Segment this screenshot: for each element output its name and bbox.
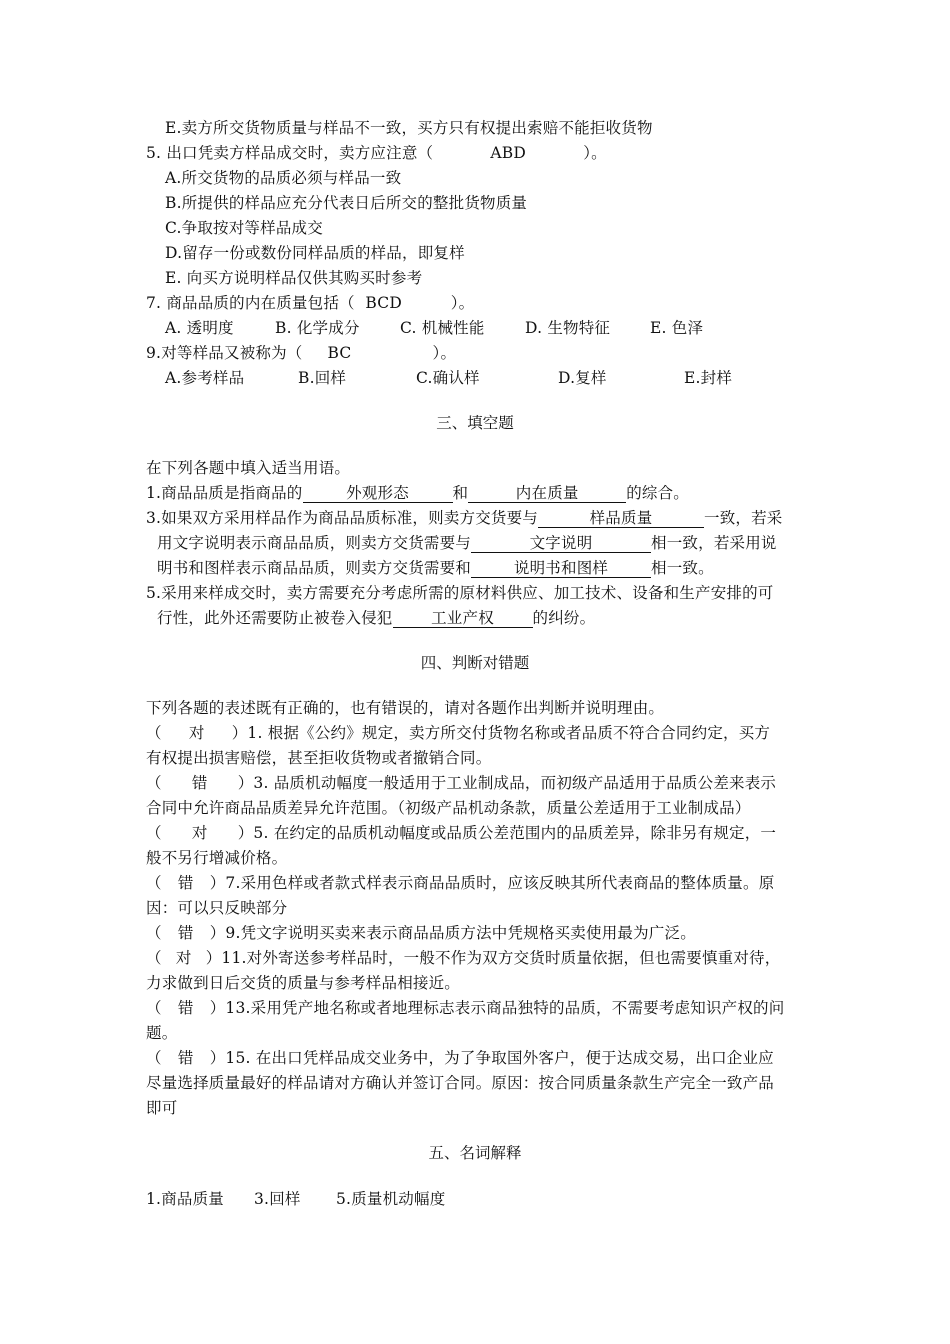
fill-question-1 bbox=[146, 482, 689, 504]
tf-answer: 错 bbox=[191, 774, 208, 792]
tf-item-1 bbox=[146, 722, 770, 744]
text: （ bbox=[146, 1049, 162, 1067]
text: （ bbox=[146, 924, 162, 942]
text: （ bbox=[146, 724, 162, 742]
q3-option-e: E.卖方所交货物质量与样品不一致，买方只有权提出索赔不能拒收货物 bbox=[165, 119, 653, 137]
tf-item-11 bbox=[146, 947, 780, 969]
text: 相一致，若采用说 bbox=[651, 534, 777, 552]
question-stem-end: ）。 bbox=[450, 294, 475, 312]
question-stem: 5. 出口凭卖方样品成交时，卖方应注意（ bbox=[146, 144, 434, 162]
term: 1.商品质量 bbox=[146, 1190, 224, 1208]
section-title: 四、判断对错题 bbox=[420, 654, 530, 672]
tf-item-13-cont: 题。 bbox=[146, 1024, 178, 1042]
text: ）3. 品质机动幅度一般适用于工业制成品，而初级产品适用于品质公差来表示 bbox=[237, 774, 777, 792]
term: 5.质量机动幅度 bbox=[336, 1190, 446, 1208]
answer: BCD bbox=[365, 294, 402, 312]
terms-row bbox=[146, 1188, 445, 1210]
text: 的综合。 bbox=[626, 484, 690, 502]
mc-option: A.所交货物的品质必须与样品一致 bbox=[165, 169, 402, 187]
text: （ bbox=[146, 999, 162, 1017]
text: ）13.采用凭产地名称或者地理标志表示商品独特的品质，不需要考虑知识产权的问 bbox=[209, 999, 785, 1017]
tf-answer: 错 bbox=[177, 924, 194, 942]
fill-question-3-cont bbox=[157, 557, 714, 579]
tf-answer: 对 bbox=[188, 724, 205, 742]
fill-blank: 文字说明 bbox=[471, 534, 651, 553]
mc-question-5 bbox=[146, 142, 607, 164]
text: ）11.对外寄送参考样品时，一般不作为双方交货时质量依据，但也需要慎重对待， bbox=[205, 949, 781, 967]
question-stem-end: ）。 bbox=[583, 144, 607, 162]
mc-option: E. 向买方说明样品仅供其购买时参考 bbox=[165, 269, 423, 287]
section-intro: 在下列各题中填入适当用语。 bbox=[146, 459, 351, 477]
fill-question-3 bbox=[146, 507, 783, 529]
tf-item-15-cont2: 即可 bbox=[146, 1099, 178, 1117]
tf-item-7 bbox=[146, 872, 774, 894]
text: 相一致。 bbox=[651, 559, 714, 577]
mc-option: C. 机械性能 bbox=[400, 319, 485, 337]
mc-option: A.参考样品 bbox=[165, 369, 245, 387]
tf-answer: 错 bbox=[177, 999, 194, 1017]
text: 用文字说明表示商品品质，则卖方交货需要与 bbox=[157, 534, 472, 552]
tf-item-11-cont: 力求做到日后交货的质量与参考样品相接近。 bbox=[146, 974, 461, 992]
tf-item-5 bbox=[146, 822, 776, 844]
mc-option: C.确认样 bbox=[416, 369, 480, 387]
mc-options-row bbox=[165, 367, 732, 389]
tf-item-9 bbox=[146, 922, 696, 944]
fill-question-5: 5.采用来样成交时，卖方需要充分考虑所需的原材料供应、加工技术、设备和生产安排的可 bbox=[146, 584, 774, 602]
tf-item-15 bbox=[146, 1047, 774, 1069]
section-intro: 下列各题的表述既有正确的，也有错误的，请对各题作出判断并说明理由。 bbox=[146, 699, 665, 717]
fill-question-5-cont bbox=[157, 607, 595, 629]
question-stem: 7. 商品品质的内在质量包括（ bbox=[146, 294, 355, 312]
tf-item-1-cont: 有权提出损害赔偿，甚至拒收货物或者撤销合同。 bbox=[146, 749, 492, 767]
text: （ bbox=[146, 774, 162, 792]
mc-option: C.争取按对等样品成交 bbox=[165, 219, 323, 237]
text: 1.商品品质是指商品的 bbox=[146, 484, 303, 502]
tf-item-13 bbox=[146, 997, 784, 1019]
fill-blank: 样品质量 bbox=[538, 509, 704, 528]
text: 明书和图样表示商品品质，则卖方交货需要和 bbox=[157, 559, 472, 577]
mc-option: B. 化学成分 bbox=[275, 319, 360, 337]
text: ）1. 根据《公约》规定，卖方所交付货物名称或者品质不符合合同约定，买方 bbox=[231, 724, 771, 742]
text: ）15. 在出口凭样品成交业务中，为了争取国外客户，便于达成交易，出口企业应 bbox=[209, 1049, 774, 1067]
text: 的纠纷。 bbox=[532, 609, 596, 627]
mc-option: B.回样 bbox=[298, 369, 347, 387]
fill-blank: 说明书和图样 bbox=[471, 559, 651, 578]
fill-blank: 工业产权 bbox=[393, 609, 533, 628]
fill-blank: 内在质量 bbox=[468, 484, 626, 503]
text: ）9.凭文字说明买卖来表示商品品质方法中凭规格买卖使用最为广泛。 bbox=[209, 924, 696, 942]
mc-option: D.复样 bbox=[558, 369, 607, 387]
answer: BC bbox=[327, 344, 352, 362]
tf-item-3-cont: 合同中允许商品品质差异允许范围。（初级产品机动条款，质量公差适用于工业制成品） bbox=[146, 799, 751, 817]
question-stem-end: ）。 bbox=[432, 344, 457, 362]
tf-item-15-cont: 尽量选择质量最好的样品请对方确认并签订合同。原因：按合同质量条款生产完全一致产品 bbox=[146, 1074, 775, 1092]
mc-option: D. 生物特征 bbox=[525, 319, 611, 337]
mc-option: A. 透明度 bbox=[165, 319, 234, 337]
fill-question-3-cont bbox=[157, 532, 777, 554]
mc-options-row bbox=[165, 317, 703, 339]
tf-answer: 对 bbox=[191, 824, 208, 842]
mc-option: E.封样 bbox=[684, 369, 733, 387]
tf-item-3 bbox=[146, 772, 776, 794]
text: ）7.采用色样或者款式样表示商品品质时，应该反映其所代表商品的整体质量。原 bbox=[209, 874, 775, 892]
text: ）5. 在约定的品质机动幅度或品质公差范围内的品质差异，除非另有规定，一 bbox=[237, 824, 777, 842]
question-stem: 9.对等样品又被称为（ bbox=[146, 344, 303, 362]
section-title: 五、名词解释 bbox=[428, 1144, 522, 1162]
mc-question-9 bbox=[146, 342, 456, 364]
text: 一致，若采 bbox=[704, 509, 783, 527]
text: 和 bbox=[452, 484, 469, 502]
mc-question-7 bbox=[146, 292, 474, 314]
tf-answer: 错 bbox=[177, 874, 194, 892]
text: （ bbox=[146, 874, 162, 892]
tf-item-7-cont: 因：可以只反映部分 bbox=[146, 899, 288, 917]
text: 行性，此外还需要防止被卷入侵犯 bbox=[157, 609, 393, 627]
text: 3.如果双方采用样品作为商品品质标准，则卖方交货要与 bbox=[146, 509, 538, 527]
answer: ABD bbox=[490, 144, 527, 162]
text: （ bbox=[146, 824, 162, 842]
text: （ bbox=[146, 949, 162, 967]
section-title: 三、填空题 bbox=[436, 414, 514, 432]
fill-blank: 外观形态 bbox=[303, 484, 453, 503]
mc-option: B.所提供的样品应充分代表日后所交的整批货物质量 bbox=[165, 194, 528, 212]
term: 3.回样 bbox=[254, 1190, 301, 1208]
mc-option: E. 色泽 bbox=[650, 319, 704, 337]
mc-option: D.留存一份或数份同样品质的样品，即复样 bbox=[165, 244, 465, 262]
tf-answer: 对 bbox=[175, 949, 192, 967]
tf-answer: 错 bbox=[177, 1049, 194, 1067]
tf-item-5-cont: 般不另行增减价格。 bbox=[146, 849, 288, 867]
